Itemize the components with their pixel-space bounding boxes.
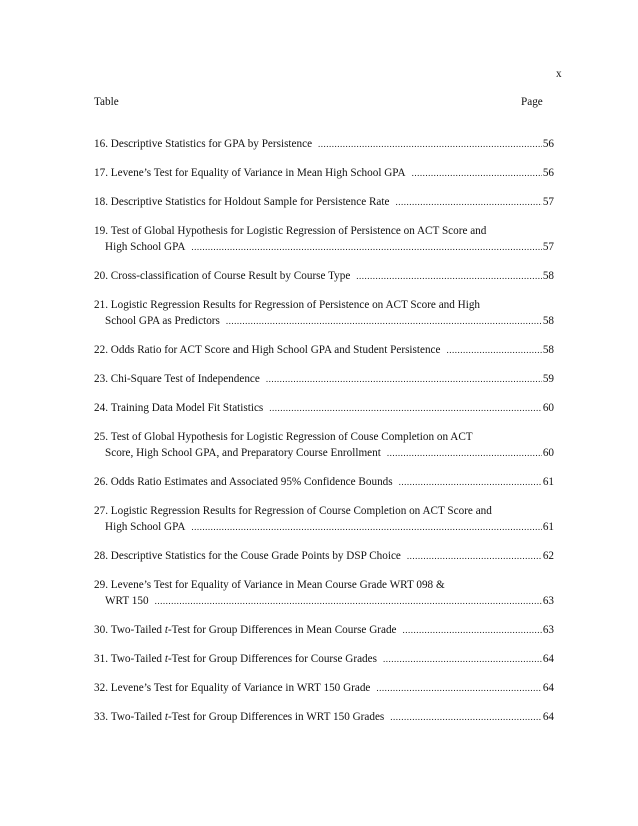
- entry-title: Levene’s Test for Equality of Variance in WRT 150 Grade: [110, 682, 371, 694]
- entry-page: 62: [542, 550, 554, 562]
- entry-title: Odds Ratio for ACT Score and High School GPA and Student Persistence: [110, 344, 441, 356]
- entry-number: 20.: [94, 270, 108, 282]
- dot-leader: [387, 445, 542, 461]
- toc-entry[interactable]: [94, 577, 554, 609]
- toc-entry[interactable]: [94, 548, 554, 564]
- entry-title: Chi-Square Test of Independence: [110, 373, 260, 385]
- entry-page: 64: [542, 711, 554, 723]
- italic-t: t: [164, 653, 168, 665]
- entry-number: 33.: [94, 711, 108, 723]
- toc-entry[interactable]: [94, 622, 554, 638]
- dot-leader: [191, 239, 541, 255]
- dot-leader: [403, 622, 542, 638]
- entry-number: 17.: [94, 167, 108, 179]
- entry-title: Test of Global Hypothesis for Logistic Regression of Persistence on ACT Score and: [110, 225, 487, 237]
- toc-entry[interactable]: [94, 371, 554, 387]
- entry-title: Descriptive Statistics for the Couse Grade Points by DSP Choice: [110, 550, 401, 562]
- toc-entry[interactable]: [94, 651, 554, 667]
- entry-number: 29.: [94, 579, 108, 591]
- entry-title-continued: WRT 150: [105, 595, 149, 607]
- dot-leader: [155, 593, 542, 609]
- entry-page: 56: [542, 167, 554, 179]
- toc-entry[interactable]: [94, 136, 554, 152]
- entry-number: 23.: [94, 373, 108, 385]
- list-of-tables: [94, 136, 554, 738]
- entry-number: 22.: [94, 344, 108, 356]
- toc-entry[interactable]: [94, 223, 554, 255]
- dot-leader: [269, 400, 542, 416]
- toc-entry[interactable]: [94, 400, 554, 416]
- dot-leader: [191, 519, 541, 535]
- toc-entry[interactable]: [94, 680, 554, 696]
- entry-page: 58: [542, 344, 554, 356]
- entry-number: 26.: [94, 476, 108, 488]
- entry-page: 63: [542, 595, 554, 607]
- entry-title: Test of Global Hypothesis for Logistic Regression of Couse Completion on ACT: [110, 431, 473, 443]
- toc-entry[interactable]: [94, 165, 554, 181]
- entry-page: 63: [542, 624, 554, 636]
- toc-entry[interactable]: [94, 297, 554, 329]
- entry-page: 59: [542, 373, 554, 385]
- dot-leader: [395, 194, 541, 210]
- dot-leader: [407, 548, 542, 564]
- entry-number: 30.: [94, 624, 108, 636]
- entry-page: 60: [542, 402, 554, 414]
- entry-number: 32.: [94, 682, 108, 694]
- entry-title-continued: High School GPA: [105, 521, 186, 533]
- toc-entry[interactable]: [94, 474, 554, 490]
- entry-number: 28.: [94, 550, 108, 562]
- entry-title-continued: High School GPA: [105, 241, 186, 253]
- entry-page: 58: [542, 270, 554, 282]
- column-header-page: Page: [521, 96, 543, 108]
- dot-leader: [390, 709, 542, 725]
- toc-entry[interactable]: [94, 194, 554, 210]
- entry-page: 61: [542, 476, 554, 488]
- italic-t: t: [164, 711, 168, 723]
- entry-page: 57: [542, 241, 554, 253]
- dot-leader: [383, 651, 542, 667]
- dot-leader: [266, 371, 542, 387]
- entry-title: Levene’s Test for Equality of Variance in Mean Course Grade WRT 098 &: [110, 579, 445, 591]
- entry-title: Two-Tailed t-Test for Group Differences for Course Grades: [110, 653, 377, 665]
- entry-page: 56: [542, 138, 554, 150]
- entry-title: Cross-classification of Course Result by Course Type: [110, 270, 351, 282]
- page-number: x: [556, 68, 562, 80]
- dot-leader: [318, 136, 542, 152]
- dot-leader: [446, 342, 541, 358]
- entry-title: Training Data Model Fit Statistics: [110, 402, 264, 414]
- dot-leader: [399, 474, 542, 490]
- entry-number: 27.: [94, 505, 108, 517]
- toc-entry[interactable]: [94, 268, 554, 284]
- entry-number: 21.: [94, 299, 108, 311]
- column-header-table: Table: [94, 96, 119, 108]
- entry-title: Two-Tailed t-Test for Group Differences in WRT 150 Grades: [110, 711, 385, 723]
- entry-number: 18.: [94, 196, 108, 208]
- dot-leader: [376, 680, 541, 696]
- entry-title: Descriptive Statistics for GPA by Persistence: [110, 138, 313, 150]
- entry-title-continued: School GPA as Predictors: [105, 315, 220, 327]
- entry-title: Logistic Regression Results for Regression of Persistence on ACT Score and High: [110, 299, 481, 311]
- entry-number: 16.: [94, 138, 108, 150]
- dot-leader: [412, 165, 542, 181]
- dot-leader: [356, 268, 542, 284]
- entry-page: 64: [542, 682, 554, 694]
- entry-title-continued: Score, High School GPA, and Preparatory Course Enrollment: [105, 447, 381, 459]
- entry-title: Two-Tailed t-Test for Group Differences in Mean Course Grade: [110, 624, 397, 636]
- entry-page: 57: [542, 196, 554, 208]
- entry-title: Descriptive Statistics for Holdout Sample for Persistence Rate: [110, 196, 390, 208]
- toc-entry[interactable]: [94, 503, 554, 535]
- entry-title: Levene’s Test for Equality of Variance in Mean High School GPA: [110, 167, 406, 179]
- toc-entry[interactable]: [94, 342, 554, 358]
- entry-page: 61: [542, 521, 554, 533]
- entry-number: 25.: [94, 431, 108, 443]
- entry-number: 24.: [94, 402, 108, 414]
- entry-page: 60: [542, 447, 554, 459]
- toc-entry[interactable]: [94, 709, 554, 725]
- dot-leader: [226, 313, 542, 329]
- entry-title: Logistic Regression Results for Regression of Course Completion on ACT Score and: [110, 505, 492, 517]
- entry-number: 31.: [94, 653, 108, 665]
- italic-t: t: [164, 624, 168, 636]
- entry-page: 58: [542, 315, 554, 327]
- entry-page: 64: [542, 653, 554, 665]
- toc-entry[interactable]: [94, 429, 554, 461]
- entry-number: 19.: [94, 225, 108, 237]
- entry-title: Odds Ratio Estimates and Associated 95% Confidence Bounds: [110, 476, 393, 488]
